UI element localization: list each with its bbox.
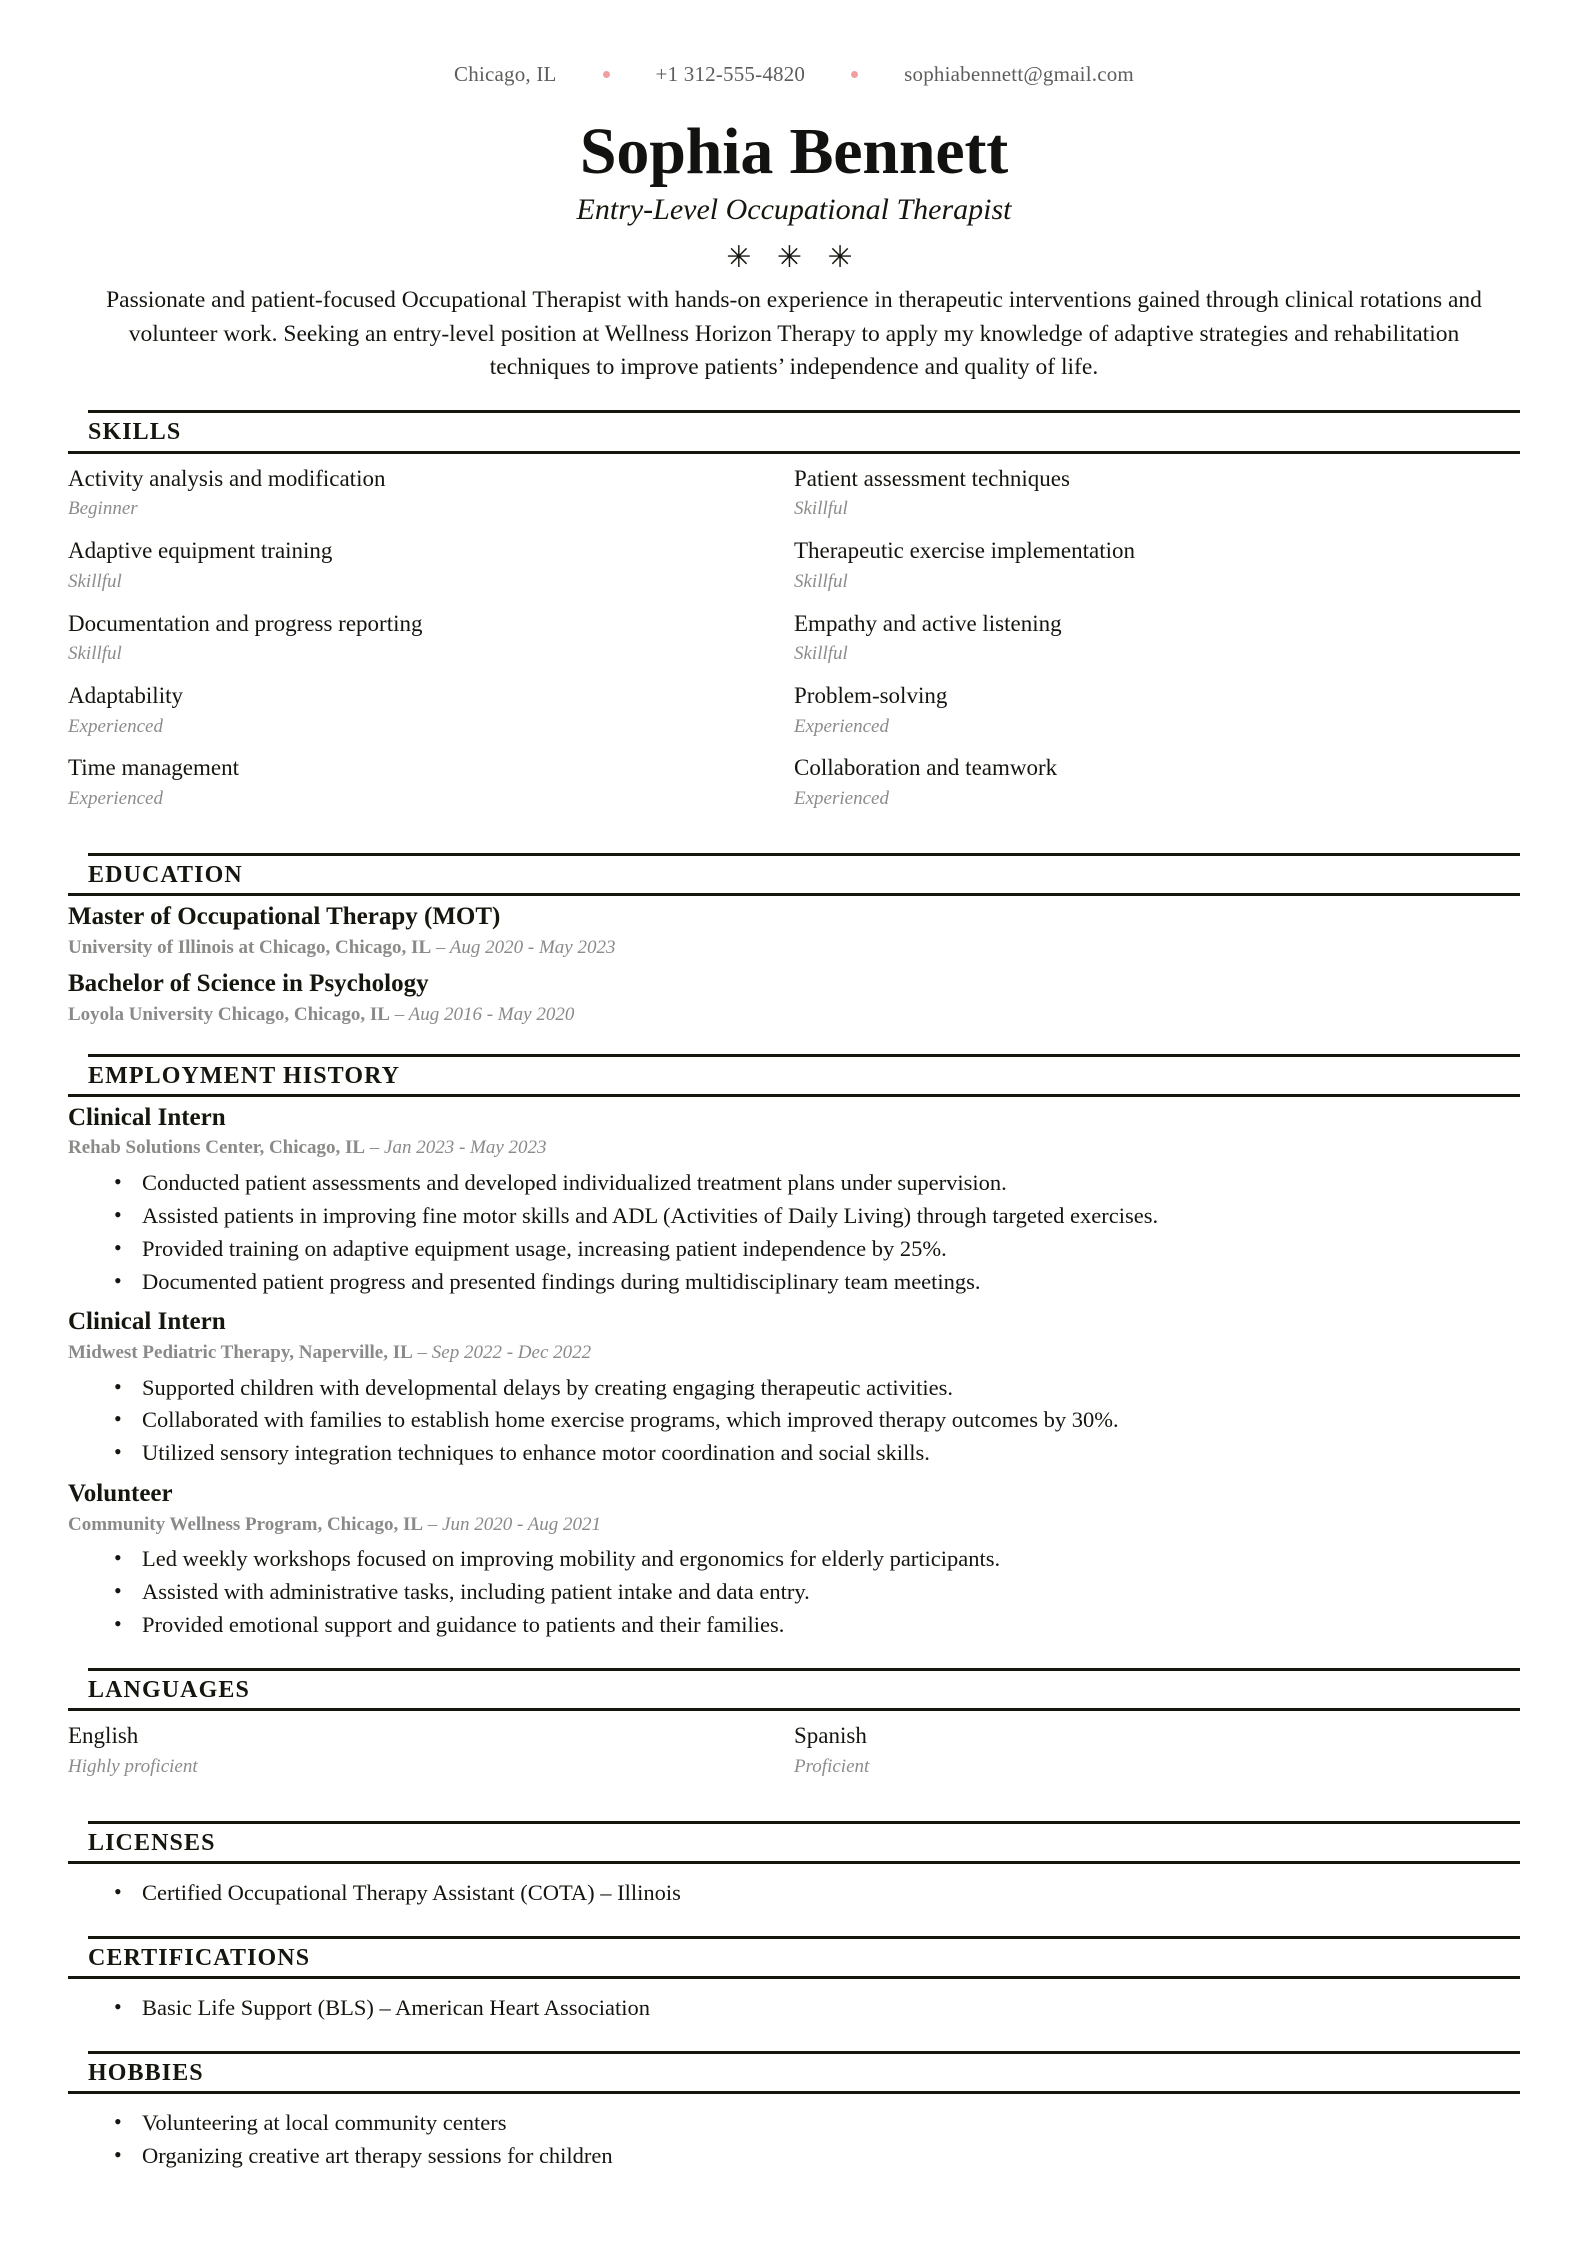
section-title-languages: LANGUAGES	[88, 1676, 250, 1703]
skill-name: Empathy and active listening	[794, 610, 1062, 636]
contact-phone: +1 312-555-4820	[655, 62, 806, 86]
bullet-item: • Volunteering at local community centers	[114, 2107, 1520, 2140]
employment-entry	[68, 1103, 1520, 1299]
bullet-item: • Provided training on adaptive equipment usage, increasing patient independence by 25%.	[114, 1233, 1520, 1266]
section-header-rule	[88, 853, 1520, 896]
employment-dates: Jan 2023 - May 2023	[384, 1137, 547, 1159]
skill-item	[68, 610, 794, 667]
hobbies-list	[68, 2100, 1520, 2173]
employment-meta: Community Wellness Program, Chicago, IL – Jun 2020 - Aug 2021	[68, 1513, 602, 1535]
bullet-item: • Utilized sensory integration techniques to enhance motor coordination and social skills.	[114, 1437, 1520, 1470]
skill-item	[794, 754, 1520, 811]
employment-role: Clinical Intern	[68, 1103, 226, 1131]
skill-name: Patient assessment techniques	[794, 465, 1070, 491]
skill-level: Skillful	[794, 498, 848, 520]
section-certifications	[68, 1936, 1520, 2025]
employment-employer: Community Wellness Program, Chicago, IL	[68, 1513, 424, 1535]
bullet-item: • Provided emotional support and guidance to patients and their families.	[114, 1609, 1520, 1642]
education-degree: Master of Occupational Therapy (MOT)	[68, 903, 501, 931]
employment-bullets	[68, 1372, 1520, 1471]
contact-email: sophiabennett@gmail.com	[904, 62, 1134, 86]
contact-separator-dot-icon	[603, 71, 610, 78]
asterisk-divider-icon: ✳ ✳ ✳	[726, 241, 862, 275]
bullet-item: • Collaborated with families to establish home exercise programs, which improved therapy outcomes by 30%.	[114, 1404, 1520, 1437]
skills-grid	[68, 454, 1520, 827]
education-dates: Aug 2020 - May 2023	[449, 936, 616, 958]
skill-name: Time management	[68, 755, 239, 781]
skill-level: Experienced	[794, 788, 889, 810]
employment-entry	[68, 1479, 1520, 1642]
languages-grid	[68, 1711, 1520, 1794]
contact-location: Chicago, IL	[454, 62, 557, 86]
employment-bullets	[68, 1167, 1520, 1298]
bullet-item: • Conducted patient assessments and developed individualized treatment plans under supervision.	[114, 1167, 1520, 1200]
section-header-rule	[88, 1668, 1520, 1711]
candidate-name: Sophia Bennett	[579, 115, 1009, 188]
section-languages	[68, 1668, 1520, 1795]
skill-level: Experienced	[68, 788, 163, 810]
skill-level: Skillful	[794, 643, 848, 665]
skill-level: Skillful	[68, 643, 122, 665]
skill-name: Documentation and progress reporting	[68, 610, 423, 636]
bullet-item: • Led weekly workshops focused on improving mobility and ergonomics for elderly participants.	[114, 1543, 1520, 1576]
education-meta: Loyola University Chicago, Chicago, IL – Aug 2016 - May 2020	[68, 1003, 575, 1025]
section-title-certifications: CERTIFICATIONS	[88, 1944, 311, 1971]
section-title-education: EDUCATION	[88, 861, 243, 888]
section-header-rule	[88, 410, 1520, 453]
skill-item	[794, 610, 1520, 667]
section-skills	[68, 410, 1520, 827]
section-title-skills: SKILLS	[88, 419, 182, 446]
bullet-item: • Organizing creative art therapy sessions for children	[114, 2140, 1520, 2173]
skill-level: Skillful	[794, 570, 848, 592]
contact-separator-dot-icon	[851, 71, 858, 78]
skill-name: Adaptive equipment training	[68, 538, 333, 564]
language-name: English	[68, 1723, 139, 1749]
section-title-employment-history: EMPLOYMENT HISTORY	[88, 1062, 401, 1089]
language-item	[794, 1722, 1520, 1779]
skill-level: Beginner	[68, 498, 138, 520]
education-degree: Bachelor of Science in Psychology	[68, 970, 429, 998]
bullet-item: • Supported children with developmental delays by creating engaging therapeutic activities.	[114, 1372, 1520, 1405]
language-item	[68, 1722, 794, 1779]
bullet-item: • Assisted with administrative tasks, including patient intake and data entry.	[114, 1576, 1520, 1609]
section-education	[68, 853, 1520, 1028]
skill-item	[68, 537, 794, 594]
employment-bullets	[68, 1543, 1520, 1642]
skill-item	[794, 537, 1520, 594]
education-school: University of Illinois at Chicago, Chicago, IL	[68, 936, 432, 958]
language-level: Highly proficient	[68, 1755, 198, 1777]
education-dates: Aug 2016 - May 2020	[408, 1003, 575, 1025]
skill-item	[794, 465, 1520, 522]
skill-name: Therapeutic exercise implementation	[794, 538, 1136, 564]
employment-role: Clinical Intern	[68, 1308, 226, 1336]
education-entry	[68, 969, 1520, 1027]
candidate-job-title: Entry-Level Occupational Therapist	[576, 193, 1012, 227]
section-employment-history	[68, 1054, 1520, 1642]
employment-meta: Rehab Solutions Center, Chicago, IL – Jan 2023 - May 2023	[68, 1137, 547, 1159]
skill-name: Activity analysis and modification	[68, 465, 386, 491]
section-licenses	[68, 1821, 1520, 1910]
employment-employer: Rehab Solutions Center, Chicago, IL	[68, 1137, 366, 1159]
language-name: Spanish	[794, 1723, 867, 1749]
education-school: Loyola University Chicago, Chicago, IL	[68, 1003, 390, 1025]
employment-entry	[68, 1307, 1520, 1470]
bullet-item: • Certified Occupational Therapy Assistant (COTA) – Illinois	[114, 1877, 1520, 1910]
contact-line	[68, 0, 1520, 87]
employment-dates: Sep 2022 - Dec 2022	[431, 1341, 592, 1363]
certifications-list	[68, 1985, 1520, 2025]
section-title-hobbies: HOBBIES	[88, 2059, 204, 2086]
skill-level: Experienced	[794, 715, 889, 737]
section-header-rule	[88, 1054, 1520, 1097]
skill-item	[68, 465, 794, 522]
employment-dates: Jun 2020 - Aug 2021	[442, 1513, 602, 1535]
employment-employer: Midwest Pediatric Therapy, Naperville, IL	[68, 1341, 413, 1363]
skill-item	[68, 682, 794, 739]
skill-name: Adaptability	[68, 683, 183, 708]
profile-summary: Passionate and patient-focused Occupational Therapist with hands-on experience in therapeutic interventions gained through clinical rotations and volunteer work. Seeking an entry-level position at Wellness Horizon Therapy to apply my knowledge of adaptive strategies and rehabilitation techniques to improve patients’ independence and quality of life.	[106, 287, 1482, 381]
section-hobbies	[68, 2051, 1520, 2173]
bullet-item: • Basic Life Support (BLS) – American Heart Association	[114, 1992, 1520, 2025]
skill-item	[68, 754, 794, 811]
bullet-item: • Assisted patients in improving fine motor skills and ADL (Activities of Daily Living) through targeted exercises.	[114, 1200, 1520, 1233]
section-header-rule	[88, 1821, 1520, 1864]
skill-level: Skillful	[68, 570, 122, 592]
section-header-rule	[88, 2051, 1520, 2094]
skill-item	[794, 682, 1520, 739]
skill-name: Problem-solving	[794, 683, 948, 708]
education-entry	[68, 902, 1520, 960]
skill-level: Experienced	[68, 715, 163, 737]
employment-meta: Midwest Pediatric Therapy, Naperville, IL – Sep 2022 - Dec 2022	[68, 1341, 592, 1363]
education-meta: University of Illinois at Chicago, Chicago, IL – Aug 2020 - May 2023	[68, 936, 616, 958]
language-level: Proficient	[794, 1755, 870, 1777]
licenses-list	[68, 1870, 1520, 1910]
bullet-item: • Documented patient progress and presented findings during multidisciplinary team meetings.	[114, 1266, 1520, 1299]
skill-name: Collaboration and teamwork	[794, 755, 1058, 781]
section-title-licenses: LICENSES	[88, 1829, 216, 1856]
section-header-rule	[88, 1936, 1520, 1979]
employment-role: Volunteer	[68, 1480, 173, 1508]
